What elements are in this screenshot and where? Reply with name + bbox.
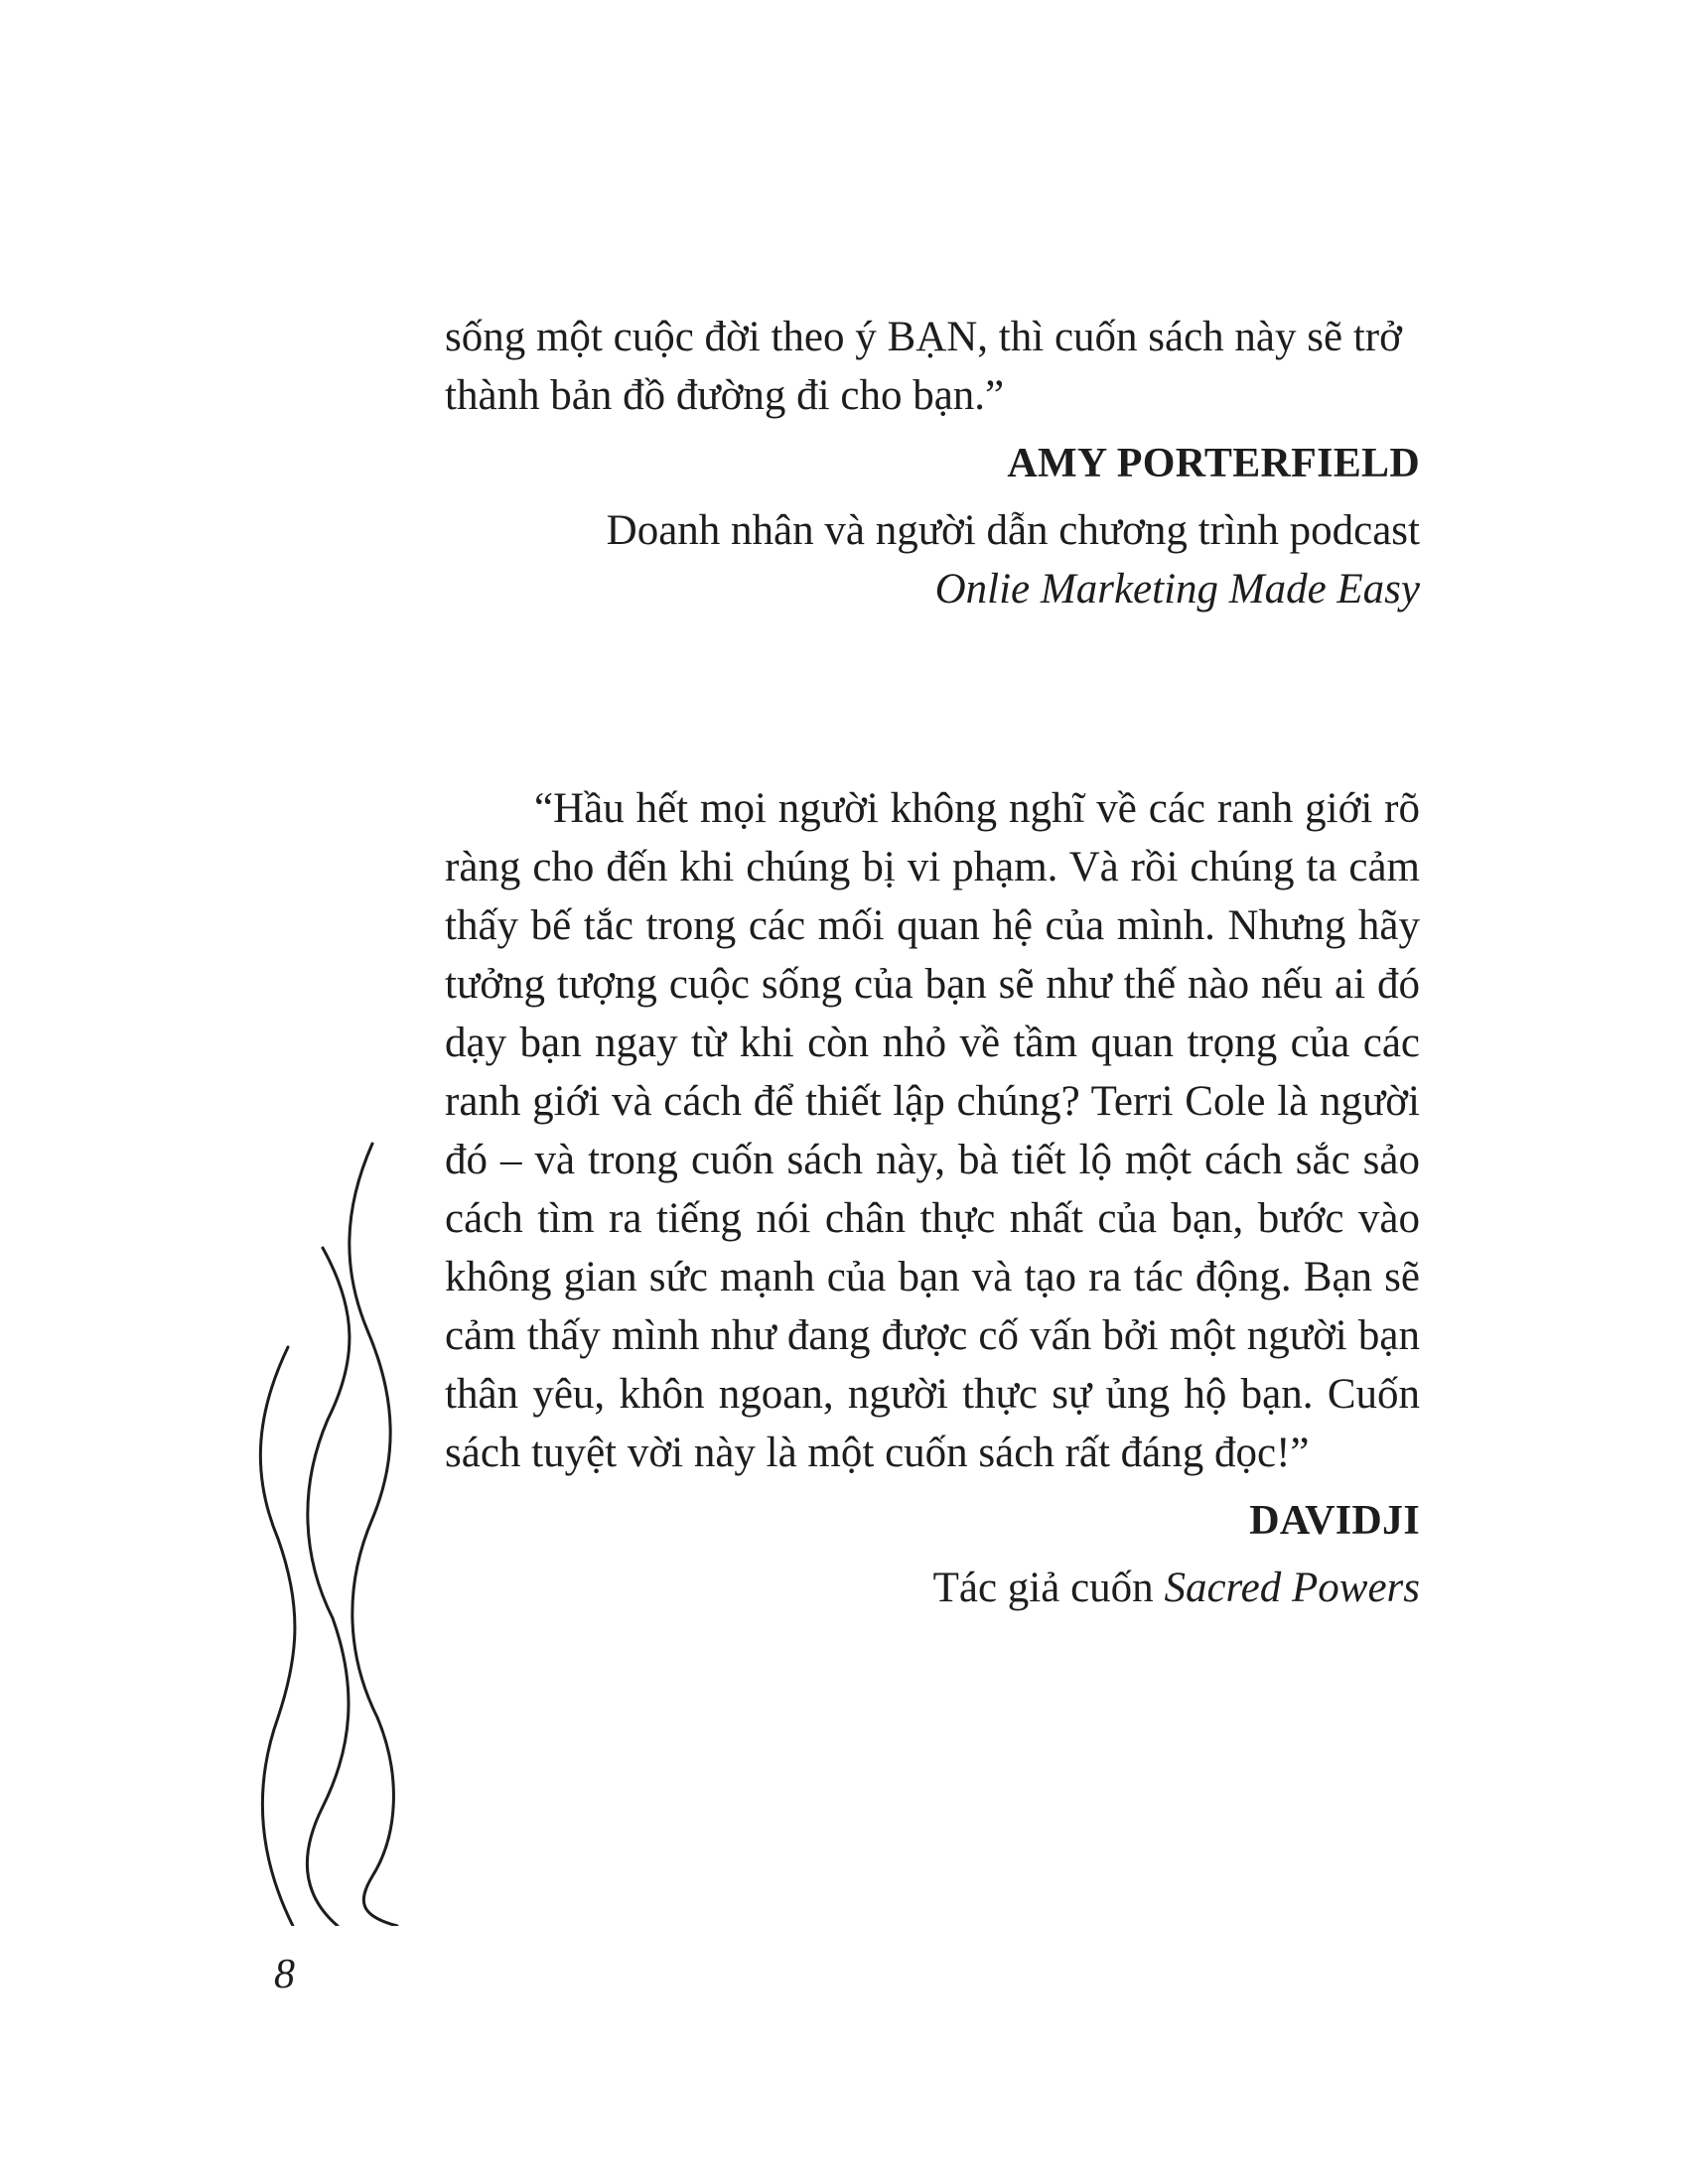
- author-role: Doanh nhân và người dẫn chương trình podcast: [606, 507, 1420, 554]
- testimonial-amy-porterfield: [445, 308, 1420, 618]
- attribution-amy: [445, 435, 1420, 618]
- quote-text: “Hầu hết mọi người không nghĩ về các ranh giới rõ ràng cho đến khi chúng bị vi phạm. Và rồi chúng ta cảm thấy bế tắc trong các mối quan hệ của mình. Nhưng hãy tưởng tượng cuộc sống của bạn sẽ như thế nào nếu ai đó dạy bạn ngay từ khi còn nhỏ về tầm quan trọng của các ranh giới và cách để thiết lập chúng? Terri Cole là người đó – và trong cuốn sách này, bà tiết lộ một cách sắc sảo cách tìm ra tiếng nói chân thực nhất của bạn, bước vào không gian sức mạnh của bạn và tạo ra tác động. Bạn sẽ cảm thấy mình như đang được cố vấn bởi một người bạn thân yêu, khôn ngoan, người thực sự ủng hộ bạn. Cuốn sách tuyệt vời này là một cuốn sách rất đáng đọc!”: [445, 785, 1420, 1476]
- wavy-lines-icon: [248, 1142, 427, 1926]
- quote-continued-text: [445, 308, 1420, 425]
- quote-line-1: sống một cuộc đời theo ý BẠN, thì cuốn sách này sẽ trở: [445, 314, 1402, 360]
- quote-line-2: thành bản đồ đường đi cho bạn.”: [445, 372, 1005, 419]
- wave-line-left: [260, 1347, 295, 1926]
- wave-line-right: [350, 1144, 397, 1926]
- attribution-davidji: [445, 1492, 1420, 1617]
- book-title: Sacred Powers: [1164, 1565, 1420, 1611]
- author-role: [445, 1559, 1420, 1617]
- author-name: DAVIDJI: [1249, 1498, 1420, 1544]
- podcast-title: Onlie Marketing Made Easy: [934, 566, 1420, 613]
- testimonial-davidji: [445, 779, 1420, 1617]
- wave-line-middle: [307, 1248, 350, 1926]
- role-prefix: Tác giả cuốn: [932, 1565, 1154, 1611]
- page-number: 8: [274, 1952, 295, 1997]
- author-name: AMY PORTERFIELD: [1007, 441, 1420, 486]
